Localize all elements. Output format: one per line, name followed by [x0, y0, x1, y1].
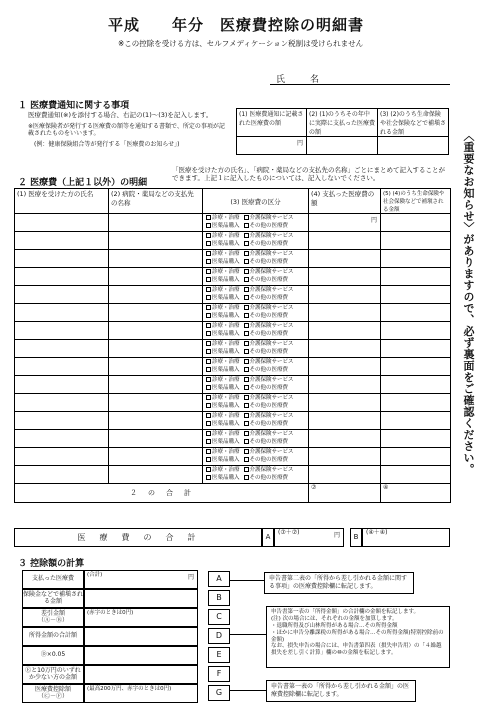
payee-name-field[interactable] [109, 340, 203, 358]
category-label: その他の医療費 [249, 331, 289, 337]
medical-total-label: 医 療 費 の 合 計 [14, 528, 262, 547]
category-label: 介護保険サービス [249, 287, 294, 293]
detail-row [15, 268, 451, 286]
category-checkbox[interactable] [244, 259, 249, 264]
category-checkbox[interactable] [206, 449, 211, 454]
category-checkbox[interactable] [206, 305, 211, 310]
calc-row-value-field[interactable] [84, 665, 198, 684]
category-cell [203, 304, 309, 322]
note-d: 申告書第一表の「所得金額」の合計欄の金額を転記します。 (注) 次の場合には、それぞれの金額を加算します。 ・退職所得及び山林所得がある場合…その所得金額 ・ほかに申告分離課税の所得がある場合…その所得金額(特別控除前の金額) なお、損失申告の場合には、申告書第四表（損失申告用）の「４繰越損失を差し引く計算」欄の⑩の金額を転記します。 [266, 606, 450, 668]
reimbursed-field[interactable] [381, 250, 451, 268]
category-checkbox[interactable] [244, 367, 249, 372]
reimbursed-field[interactable] [381, 268, 451, 286]
category-cell [203, 340, 309, 358]
category-label: 診療・治療 [212, 269, 240, 275]
category-label: 診療・治療 [212, 449, 240, 455]
calc-row-value-field[interactable] [84, 646, 198, 665]
notice-col3-header: (3) (2)のうち生命保険や社会保険などで補塡される金額 [378, 109, 449, 137]
payee-name-field[interactable] [109, 448, 203, 466]
category-label: その他の医療費 [249, 475, 289, 481]
category-label: 介護保険サービス [249, 323, 294, 329]
category-checkbox[interactable] [244, 215, 249, 220]
category-checkbox[interactable] [206, 223, 211, 228]
total-a-field[interactable]: (⑦＋⑦) 円 [274, 528, 344, 547]
category-checkbox[interactable] [206, 241, 211, 246]
category-label: 介護保険サービス [249, 431, 294, 437]
category-label: その他の医療費 [249, 439, 289, 445]
category-checkbox[interactable] [206, 439, 211, 444]
patient-name-field[interactable] [15, 322, 109, 340]
calc-row-label: Ⓓ×0.05 [22, 646, 84, 665]
calc-row-value-field[interactable]: (赤字のときは0円) [84, 608, 198, 627]
section1-heading: １ 医療費通知に関する事項 [18, 101, 130, 111]
detail-row [15, 250, 451, 268]
category-label: 介護保険サービス [249, 233, 294, 239]
category-label: 医薬品購入 [212, 367, 240, 373]
payee-name-field[interactable] [109, 412, 203, 430]
category-checkbox[interactable] [206, 475, 211, 480]
category-label: 診療・治療 [212, 251, 240, 257]
patient-name-field[interactable] [15, 394, 109, 412]
detail-row [15, 232, 451, 250]
category-checkbox[interactable] [206, 349, 211, 354]
payee-name-field[interactable] [109, 304, 203, 322]
category-label: 医薬品購入 [212, 421, 240, 427]
category-cell [203, 394, 309, 412]
patient-name-field[interactable] [15, 232, 109, 250]
category-checkbox[interactable] [244, 323, 249, 328]
reimbursed-field[interactable] [381, 232, 451, 250]
detail-row [15, 340, 451, 358]
amount-paid-field[interactable] [309, 376, 381, 394]
detail-row [15, 430, 451, 448]
category-checkbox[interactable] [206, 233, 211, 238]
calc-row-letter: D [208, 628, 230, 644]
reimbursed-field[interactable] [381, 412, 451, 430]
category-checkbox[interactable] [206, 323, 211, 328]
patient-name-field[interactable] [15, 268, 109, 286]
category-checkbox[interactable] [206, 467, 211, 472]
total-reimbursed-field[interactable]: ④ [381, 484, 451, 503]
section1-desc: 医療費通知(※)を添付する場合、右記の(1)～(3)を記入します。 [28, 111, 213, 119]
amount-paid-field[interactable] [309, 358, 381, 376]
category-checkbox[interactable] [244, 475, 249, 480]
detail-row [15, 466, 451, 484]
category-checkbox[interactable] [244, 385, 249, 390]
category-label: その他の医療費 [249, 385, 289, 391]
category-label: 介護保険サービス [249, 413, 294, 419]
amount-paid-field[interactable] [309, 232, 381, 250]
category-label: 診療・治療 [212, 287, 240, 293]
category-checkbox[interactable] [244, 241, 249, 246]
section2-instruction: 「医療を受けた方の氏名」、「病院・薬局などの支払先の名称」ごとにまとめて記入することができます。上記１に記入したものについては、記入しないでください。 [172, 166, 445, 183]
payee-name-field[interactable] [109, 358, 203, 376]
category-cell [203, 358, 309, 376]
category-checkbox[interactable] [244, 341, 249, 346]
note-g: 申告書第一表の「所得から差し引かれる金額」の医療費控除欄に転記します。 [266, 680, 416, 702]
detail-row [15, 304, 451, 322]
side-notice: 〈重要なお知らせ〉がありますので、必ず裏面をご確認ください。 [462, 130, 475, 475]
reimbursed-field[interactable] [381, 376, 451, 394]
category-label: 診療・治療 [212, 215, 240, 221]
category-label: 介護保険サービス [249, 269, 294, 275]
category-label: 介護保険サービス [249, 305, 294, 311]
header-amount-paid: (4) 支払った医療費の額 [309, 189, 381, 214]
payee-name-field[interactable] [109, 286, 203, 304]
amount-paid-field[interactable] [309, 322, 381, 340]
calc-row-letter: A [208, 571, 230, 587]
category-label: 介護保険サービス [249, 377, 294, 383]
category-label: 医薬品購入 [212, 259, 240, 265]
detail-total-row [15, 484, 451, 503]
header-category: (3) 医療費の区分 [203, 189, 309, 214]
category-label: 医薬品購入 [212, 223, 240, 229]
payee-name-field[interactable] [109, 394, 203, 412]
category-checkbox[interactable] [244, 395, 249, 400]
category-cell [203, 286, 309, 304]
calc-row-letter: E [208, 647, 230, 663]
total-b-letter: B [350, 528, 362, 547]
reimbursed-field[interactable] [381, 448, 451, 466]
category-label: 医薬品購入 [212, 331, 240, 337]
category-cell [203, 214, 309, 232]
category-cell [203, 376, 309, 394]
category-checkbox[interactable] [244, 331, 249, 336]
category-label: その他の医療費 [249, 403, 289, 409]
category-checkbox[interactable] [244, 359, 249, 364]
category-label: 診療・治療 [212, 467, 240, 473]
reimbursed-field[interactable] [381, 430, 451, 448]
category-checkbox[interactable] [206, 377, 211, 382]
category-checkbox[interactable] [244, 251, 249, 256]
calc-row-letter: G [208, 685, 230, 701]
category-label: 医薬品購入 [212, 457, 240, 463]
detail-row [15, 412, 451, 430]
category-label: 診療・治療 [212, 359, 240, 365]
category-checkbox[interactable] [206, 385, 211, 390]
form-title: 平成 年分 医療費控除の明細書 [108, 16, 365, 34]
category-label: その他の医療費 [249, 367, 289, 373]
reimbursed-field[interactable] [381, 340, 451, 358]
calc-row-value-field[interactable]: (最高200万円、赤字のときは0円) [84, 684, 198, 703]
category-checkbox[interactable] [244, 233, 249, 238]
notice-col2-header: (2) (1)のうちその年中に実際に支払った医療費の額 [307, 109, 378, 137]
detail-header-row [15, 189, 451, 214]
form-subtitle: ※この控除を受ける方は、セルフメディケーション税制は受けられません [118, 39, 364, 48]
patient-name-field[interactable] [15, 250, 109, 268]
detail-row [15, 286, 451, 304]
category-label: その他の医療費 [249, 349, 289, 355]
calc-row-label: 差引金額 （Ⓐ－Ⓑ） [22, 608, 84, 627]
payee-name-field[interactable] [109, 232, 203, 250]
calc-row-label: Ⓔと10万円のいずれか少ない方の金額 [22, 665, 84, 684]
category-checkbox[interactable] [244, 377, 249, 382]
category-label: 診療・治療 [212, 395, 240, 401]
category-checkbox[interactable] [206, 215, 211, 220]
patient-name-field[interactable] [15, 286, 109, 304]
amount-paid-field[interactable] [309, 430, 381, 448]
category-label: その他の医療費 [249, 277, 289, 283]
category-checkbox[interactable] [244, 439, 249, 444]
name-field[interactable] [270, 84, 450, 85]
amount-paid-field[interactable] [309, 250, 381, 268]
category-checkbox[interactable] [244, 457, 249, 462]
patient-name-field[interactable] [15, 340, 109, 358]
category-checkbox[interactable] [206, 277, 211, 282]
category-checkbox[interactable] [206, 313, 211, 318]
calc-row-label: 支払った医療費 [22, 570, 84, 589]
payee-name-field[interactable] [109, 268, 203, 286]
category-label: 介護保険サービス [249, 215, 294, 221]
medical-notice-table [236, 108, 449, 155]
category-cell [203, 412, 309, 430]
patient-name-field[interactable] [15, 430, 109, 448]
category-label: 介護保険サービス [249, 467, 294, 473]
patient-name-field[interactable] [15, 376, 109, 394]
category-checkbox[interactable] [206, 341, 211, 346]
category-cell [203, 232, 309, 250]
medical-detail-table [14, 188, 451, 503]
category-cell [203, 430, 309, 448]
detail-row [15, 358, 451, 376]
category-checkbox[interactable] [206, 367, 211, 372]
category-label: 医薬品購入 [212, 241, 240, 247]
category-checkbox[interactable] [206, 457, 211, 462]
section1-example: (例：健康保険組合等が発行する「医療費のお知らせ」) [34, 141, 180, 148]
section3-heading: ３ 控除額の計算 [18, 559, 85, 569]
category-cell [203, 250, 309, 268]
category-label: 診療・治療 [212, 377, 240, 383]
calc-row-letter: B [208, 590, 230, 606]
category-checkbox[interactable] [206, 287, 211, 292]
category-label: その他の医療費 [249, 223, 289, 229]
calc-row-label: 保険金などで補塡される金額 [22, 589, 84, 608]
category-label: その他の医療費 [249, 295, 289, 301]
category-checkbox[interactable] [244, 295, 249, 300]
calc-row-letter: F [208, 666, 230, 682]
category-checkbox[interactable] [244, 269, 249, 274]
category-checkbox[interactable] [244, 277, 249, 282]
category-label: その他の医療費 [249, 259, 289, 265]
category-label: 医薬品購入 [212, 349, 240, 355]
calc-row-value-field[interactable] [84, 627, 198, 646]
amount-paid-field[interactable] [309, 448, 381, 466]
reimbursed-field[interactable] [381, 466, 451, 484]
amount-paid-field[interactable] [309, 268, 381, 286]
amount-paid-field[interactable] [309, 394, 381, 412]
payee-name-field[interactable] [109, 466, 203, 484]
detail-row [15, 376, 451, 394]
category-label: 医薬品購入 [212, 313, 240, 319]
category-checkbox[interactable] [244, 467, 249, 472]
calc-row-label: 所得金額の合計額 [22, 627, 84, 646]
total-label: ２ の 合 計 [15, 484, 309, 503]
category-label: その他の医療費 [249, 457, 289, 463]
payee-name-field[interactable] [109, 214, 203, 232]
category-label: 介護保険サービス [249, 251, 294, 257]
payee-name-field[interactable] [109, 430, 203, 448]
detail-row [15, 394, 451, 412]
category-label: 介護保険サービス [249, 449, 294, 455]
amount-paid-field[interactable] [309, 466, 381, 484]
patient-name-field[interactable] [15, 214, 109, 232]
category-label: 介護保険サービス [249, 359, 294, 365]
reimbursed-field[interactable] [381, 286, 451, 304]
reimbursed-field[interactable] [381, 304, 451, 322]
category-label: 診療・治療 [212, 323, 240, 329]
category-checkbox[interactable] [206, 421, 211, 426]
category-checkbox[interactable] [206, 251, 211, 256]
calc-row-letter: C [208, 609, 230, 625]
category-label: その他の医療費 [249, 241, 289, 247]
category-cell [203, 322, 309, 340]
category-cell [203, 466, 309, 484]
calc-row-label: 医療費控除額 （Ⓒ－Ⓕ） [22, 684, 84, 703]
category-checkbox[interactable] [206, 403, 211, 408]
notice-col2-field[interactable] [307, 137, 378, 155]
notice-col1-header: (1) 医療費通知に記載された医療費の額 [237, 109, 307, 137]
payee-name-field[interactable] [109, 376, 203, 394]
category-label: 医薬品購入 [212, 439, 240, 445]
payee-name-field[interactable] [109, 250, 203, 268]
amount-paid-field[interactable]: 円 [309, 214, 381, 232]
note-a: 申告書第二表の「所得から差し引かれる金額に関する事項」の医療費控除欄に転記します。 [264, 572, 414, 594]
reimbursed-field[interactable] [381, 358, 451, 376]
patient-name-field[interactable] [15, 412, 109, 430]
payee-name-field[interactable] [109, 322, 203, 340]
total-b-field[interactable]: (④＋④) [362, 528, 450, 547]
category-label: 医薬品購入 [212, 475, 240, 481]
reimbursed-field[interactable] [381, 394, 451, 412]
notice-col1-field[interactable]: 円 [237, 137, 307, 155]
category-checkbox[interactable] [206, 431, 211, 436]
category-checkbox[interactable] [244, 349, 249, 354]
total-a-letter: A [262, 528, 274, 547]
category-label: 医薬品購入 [212, 403, 240, 409]
patient-name-field[interactable] [15, 304, 109, 322]
header-reimbursed: (5) (4)のうち生命保険や社会保険などで補塡される金額 [381, 189, 451, 214]
notice-col3-field[interactable] [378, 137, 449, 155]
category-label: 医薬品購入 [212, 385, 240, 391]
category-checkbox[interactable] [206, 395, 211, 400]
category-checkbox[interactable] [244, 305, 249, 310]
section2-heading: ２ 医療費（上記１以外）の明細 [18, 178, 148, 188]
reimbursed-field[interactable] [381, 322, 451, 340]
category-checkbox[interactable] [244, 313, 249, 318]
category-checkbox[interactable] [244, 421, 249, 426]
category-checkbox[interactable] [244, 431, 249, 436]
category-label: 医薬品購入 [212, 295, 240, 301]
category-label: その他の医療費 [249, 421, 289, 427]
detail-row [15, 322, 451, 340]
category-checkbox[interactable] [206, 413, 211, 418]
category-checkbox[interactable] [244, 403, 249, 408]
header-payee-name: (2) 病院・薬局などの支払先の名称 [109, 189, 203, 214]
category-label: 医薬品購入 [212, 277, 240, 283]
category-label: 診療・治療 [212, 413, 240, 419]
category-cell [203, 268, 309, 286]
calc-row-value-field[interactable] [84, 589, 198, 608]
reimbursed-field[interactable] [381, 214, 451, 232]
section1-note: ※医療保険者が発行する医療費の額等を通知する書類で、所定の事項が記載されたものをいいます。 [28, 123, 225, 137]
amount-paid-field[interactable] [309, 340, 381, 358]
category-label: 診療・治療 [212, 431, 240, 437]
category-label: その他の医療費 [249, 313, 289, 319]
category-checkbox[interactable] [206, 359, 211, 364]
amount-paid-field[interactable] [309, 412, 381, 430]
calc-row-value-field[interactable]: (合計) 円 [84, 570, 198, 589]
patient-name-field[interactable] [15, 448, 109, 466]
amount-paid-field[interactable] [309, 304, 381, 322]
category-label: 診療・治療 [212, 233, 240, 239]
category-checkbox[interactable] [206, 295, 211, 300]
category-checkbox[interactable] [206, 259, 211, 264]
category-checkbox[interactable] [244, 413, 249, 418]
category-checkbox[interactable] [206, 269, 211, 274]
patient-name-field[interactable] [15, 358, 109, 376]
category-label: 診療・治療 [212, 341, 240, 347]
patient-name-field[interactable] [15, 466, 109, 484]
total-amount-field[interactable]: ⑦ [309, 484, 381, 503]
amount-paid-field[interactable] [309, 286, 381, 304]
detail-row [15, 448, 451, 466]
category-cell [203, 448, 309, 466]
category-checkbox[interactable] [244, 449, 249, 454]
category-label: 介護保険サービス [249, 395, 294, 401]
category-checkbox[interactable] [244, 287, 249, 292]
header-patient-name: (1) 医療を受けた方の氏名 [15, 189, 109, 214]
category-label: 介護保険サービス [249, 341, 294, 347]
name-label: 氏 名 [276, 75, 328, 85]
category-label: 診療・治療 [212, 305, 240, 311]
category-checkbox[interactable] [244, 223, 249, 228]
detail-row [15, 214, 451, 232]
category-checkbox[interactable] [206, 331, 211, 336]
